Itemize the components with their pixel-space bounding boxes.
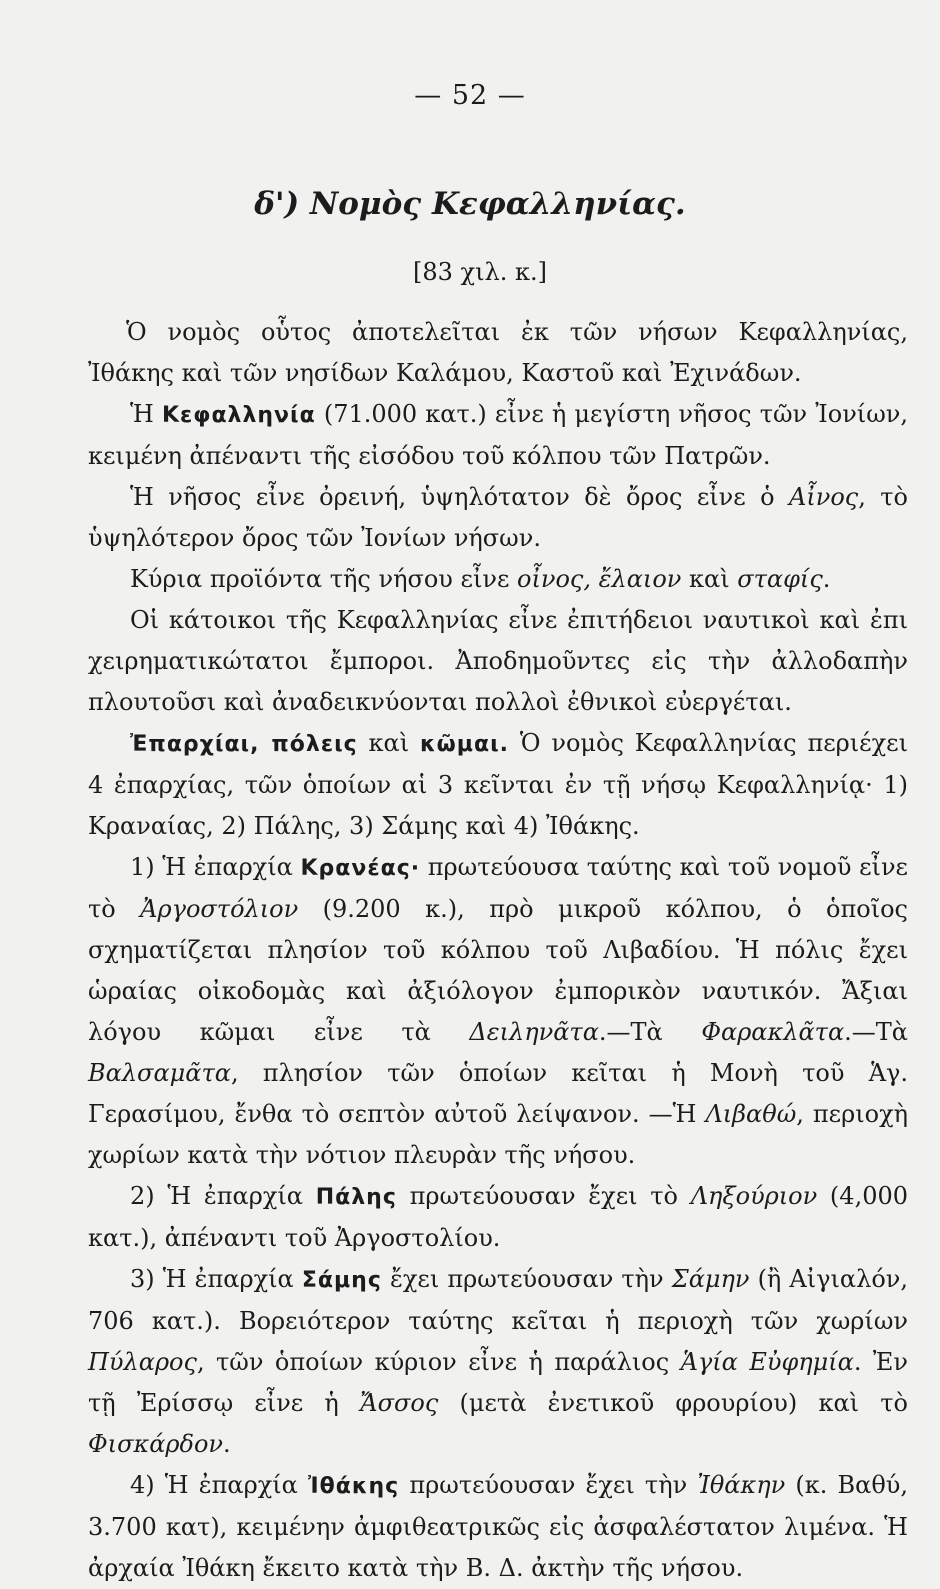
text-run: πρωτεύουσα ταύτης καὶ τοῦ νομοῦ εἶνε τὸ <box>88 853 908 923</box>
section-title: δ') Νομὸς Κεφαλληνίας. <box>254 186 686 222</box>
text-run: καὶ <box>357 729 421 757</box>
text-run: (4,000 κατ.), ἀπέναντι τοῦ Ἀργοστολίου. <box>88 1182 908 1252</box>
text-run: Ὁ νομὸς οὗτος ἀποτελεῖται ἐκ τῶν νήσων Κεφαλληνίας, Ἰθάκης καὶ τῶν νησίδων Καλάμου, Καστοῦ καὶ Ἐχινάδων. <box>88 318 908 387</box>
italic-text: σταφίς <box>737 565 823 593</box>
text-run: , περιοχὴ χωρίων κατὰ τὴν νότιον πλευρὰν τῆς νήσου. <box>88 1100 908 1169</box>
italic-text: Ἄσσος <box>360 1389 439 1417</box>
paragraph <box>88 1176 908 1259</box>
paragraph <box>88 477 908 559</box>
text-run: . <box>223 1430 231 1458</box>
italic-text: Ἰθάκην <box>697 1471 786 1499</box>
italic-text: Ἀργοστόλιον <box>140 895 299 923</box>
spaced-heading-word: Κεφαλληνία <box>161 403 316 428</box>
text-run: ἔχει πρωτεύουσαν τὴν <box>381 1265 672 1293</box>
text-run: (9.200 κ.), πρὸ μικροῦ κόλπου, ὁ ὁποῖος σχηματίζεται πλησίον τοῦ κόλπου τοῦ Λιβαδίου. Ἡ πόλις ἔχει ὡραίας οἰκοδομὰς καὶ ἀξιόλογον ἐμπορικὸν ναυτικόν. Ἄξιαι λόγου κῶμαι εἶνε τὰ <box>88 895 908 1046</box>
spaced-heading-word: Σάμης <box>301 1268 382 1293</box>
text-run: .—Τὰ <box>844 1018 908 1046</box>
text-run: πρωτεύουσαν ἔχει τὸ <box>396 1182 691 1210</box>
paragraph <box>88 723 908 847</box>
text-run: Ἡ νῆσος εἶνε ὀρεινή, ὑψηλότατον δὲ ὄρος εἶνε ὁ <box>130 483 789 511</box>
paragraph <box>88 1465 908 1589</box>
paragraph <box>88 1259 908 1465</box>
body-text <box>88 312 908 1589</box>
text-run: (ἢ Αἰγιαλόν, 706 κατ.). Βορειότερον ταύτης κεῖται ἡ περιοχὴ τῶν χωρίων <box>88 1265 908 1335</box>
area-note: [83 χιλ. κ.] <box>413 258 547 286</box>
text-run: . <box>822 565 831 593</box>
italic-text: Φισκάρδον <box>88 1430 224 1458</box>
italic-text: οἶνος, ἔλαιον <box>517 565 682 593</box>
spaced-heading-word: Ἰθάκης <box>308 1474 400 1499</box>
text-run: πρωτεύουσαν ἔχει τὴν <box>399 1471 698 1499</box>
paragraph <box>88 847 908 1176</box>
text-run: (κ. Βαθύ, 3.700 κατ), κειμένην ἀμφιθεατρικῶς εἰς ἀσφαλέστατον λιμένα. Ἡ ἀρχαία Ἰθάκη ἔκειτο κατὰ τὴν Β. Δ. ἀκτὴν τῆς νήσου. <box>88 1471 909 1582</box>
paragraph <box>88 394 908 477</box>
italic-text: Σάμην <box>671 1265 750 1293</box>
text-run: Οἱ κάτοικοι τῆς Κεφαλληνίας εἶνε ἐπιτήδειοι ναυτικοὶ καὶ ἐπι χειρηματικώτατοι ἔμποροι. Ἀποδημοῦντες εἰς τὴν ἀλλοδαπὴν πλουτοῦσι καὶ ἀναδεικνύονται πολλοὶ ἐθνικοὶ εὐεργέται. <box>88 606 908 716</box>
page-number: — 52 — <box>414 80 526 111</box>
paragraph <box>88 559 908 600</box>
text-run: καὶ <box>681 565 738 593</box>
spaced-heading-word: Πάλης <box>315 1185 397 1210</box>
italic-text: Λιβαθώ <box>705 1100 797 1128</box>
italic-text: Πύλαρος <box>88 1348 197 1376</box>
text-run: (71.000 κατ.) εἶνε ἡ μεγίστη νῆσος τῶν Ἰονίων, κειμένη ἀπέναντι τῆς εἰσόδου τοῦ κόλπου τῶν Πατρῶν. <box>88 400 908 470</box>
italic-text: Ληξούριον <box>690 1182 818 1210</box>
text-run: 3) Ἡ ἐπαρχία <box>130 1265 302 1293</box>
spaced-heading-word: κῶμαι. <box>420 732 510 757</box>
text-run: , πλησίον τῶν ὁποίων κεῖται ἡ Μονὴ τοῦ Ἁγ. Γερασίμου, ἔνθα τὸ σεπτὸν αὐτοῦ λείψανον. —Ἡ <box>88 1059 908 1128</box>
text-run: .—Τὰ <box>598 1018 702 1046</box>
paragraph <box>88 312 908 394</box>
spaced-heading-word: Ἐπαρχίαι, πόλεις <box>130 732 358 757</box>
text-run: (μετὰ ἐνετικοῦ φρουρίου) καὶ τὸ <box>438 1389 908 1417</box>
text-run: Ἡ <box>130 400 162 428</box>
text-run: 1) Ἡ ἐπαρχία <box>130 853 301 881</box>
text-run: 2) Ἡ ἐπαρχία <box>130 1182 316 1210</box>
text-run: , τῶν ὁποίων κύριον εἶνε ἡ παράλιος <box>196 1348 681 1376</box>
text-run: Κύρια προϊόντα τῆς νήσου εἶνε <box>130 565 518 593</box>
italic-text: Βαλσαμᾶτα <box>88 1059 231 1087</box>
text-run: Ὁ νομὸς Κεφαλληνίας περιέχει 4 ἐπαρχίας, τῶν ὁποίων αἱ 3 κεῖνται ἐν τῇ νήσῳ Κεφαλληνίᾳ· 1) Κραναίας, 2) Πάλης, 3) Σάμης καὶ 4) Ἰθάκης. <box>88 729 908 840</box>
italic-text: Ἁγία Εὐφημία <box>680 1348 854 1376</box>
italic-text: Δειληνᾶτα <box>469 1018 599 1046</box>
spaced-heading-word: Κρανέας· <box>300 856 421 881</box>
italic-text: Αἶνος <box>789 483 859 511</box>
paragraph <box>88 600 908 723</box>
text-run: . Ἐν τῇ Ἐρίσσῳ εἶνε ἡ <box>88 1348 908 1417</box>
text-run: 4) Ἡ ἐπαρχία <box>130 1471 309 1499</box>
text-run: , τὸ ὑψηλότερον ὄρος τῶν Ἰονίων νήσων. <box>88 483 909 552</box>
italic-text: Φαρακλᾶτα <box>701 1018 845 1046</box>
